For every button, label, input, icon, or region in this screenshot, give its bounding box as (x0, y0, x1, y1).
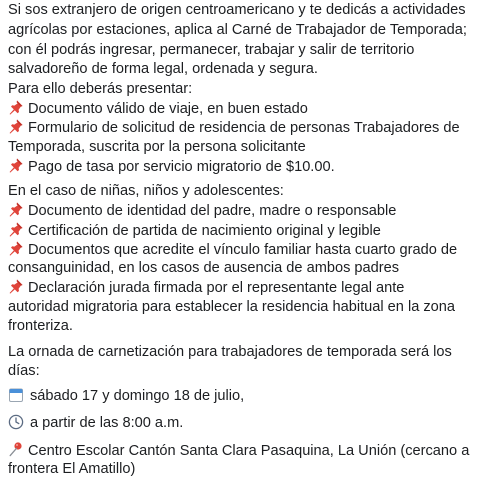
requirement-text: Pago de tasa por servicio migratorio de $10.00. (28, 159, 335, 175)
requirement-item (8, 157, 335, 178)
event-place (8, 441, 469, 462)
intro-line: salvadoreño de forma legal, ordenada y segura. (8, 61, 318, 77)
intro-line: con él podrás ingresar, permanecer, trabajar y salir de territorio (8, 42, 415, 58)
minor-requirement-item (8, 221, 381, 242)
minor-requirement-text: Declaración jurada firmada por el representante legal ante (28, 280, 405, 296)
pushpin-icon (8, 118, 24, 134)
minor-requirement-item (8, 278, 404, 299)
requirement-item (8, 99, 308, 120)
requirement-text-cont: Temporada, suscrita por la persona solicitante (8, 139, 306, 155)
requirement-item (8, 118, 460, 139)
minor-requirement-text: Documentos que acredite el vínculo familiar hasta cuarto grado de (28, 242, 458, 258)
minor-requirement-item (8, 240, 457, 261)
pushpin-icon (8, 201, 24, 217)
event-time (8, 414, 183, 434)
minor-requirement-text-cont: consanguinidad, en los casos de ausencia de ambos padres (8, 260, 400, 276)
intro-line: agrícolas por estaciones, aplica al Carné de Trabajador de Temporada; (8, 22, 467, 38)
event-intro: La ornada de carnetización para trabajadores de temporada será los (8, 344, 452, 360)
clock-icon (8, 414, 24, 430)
event-intro-cont: días: (8, 363, 40, 379)
minor-requirement-text-cont: autoridad migratoria para establecer la residencia habitual en la zona (8, 299, 456, 315)
event-date (8, 387, 244, 407)
event-place-text: Centro Escolar Cantón Santa Clara Pasaquina, La Unión (cercano a (28, 443, 470, 459)
pushpin-icon (8, 240, 24, 256)
pushpin-icon (8, 99, 24, 115)
pushpin-icon (8, 221, 24, 237)
pushpin-icon (8, 157, 24, 173)
round-pushpin-icon (8, 441, 24, 457)
pushpin-icon (8, 278, 24, 294)
event-date-text: sábado 17 y domingo 18 de julio, (30, 388, 245, 404)
requirement-text: Documento válido de viaje, en buen estado (28, 101, 308, 117)
calendar-icon (8, 387, 24, 403)
event-time-text: a partir de las 8:00 a.m. (30, 415, 184, 431)
requirement-text: Formulario de solicitud de residencia de personas Trabajadores de (28, 120, 460, 136)
intro-line: Si sos extranjero de origen centroamericano y te dedicás a actividades (8, 2, 466, 18)
minor-requirement-text: Documento de identidad del padre, madre o responsable (28, 203, 397, 219)
minor-requirement-item (8, 201, 396, 222)
minor-requirement-text: Certificación de partida de nacimiento original y legible (28, 223, 381, 239)
event-place-cont: frontera El Amatillo) (8, 461, 136, 477)
minors-heading: En el caso de niñas, niños y adolescentes: (8, 183, 284, 199)
requirements-heading: Para ello deberás presentar: (8, 81, 193, 97)
minor-requirement-text-cont: fronteriza. (8, 318, 73, 334)
